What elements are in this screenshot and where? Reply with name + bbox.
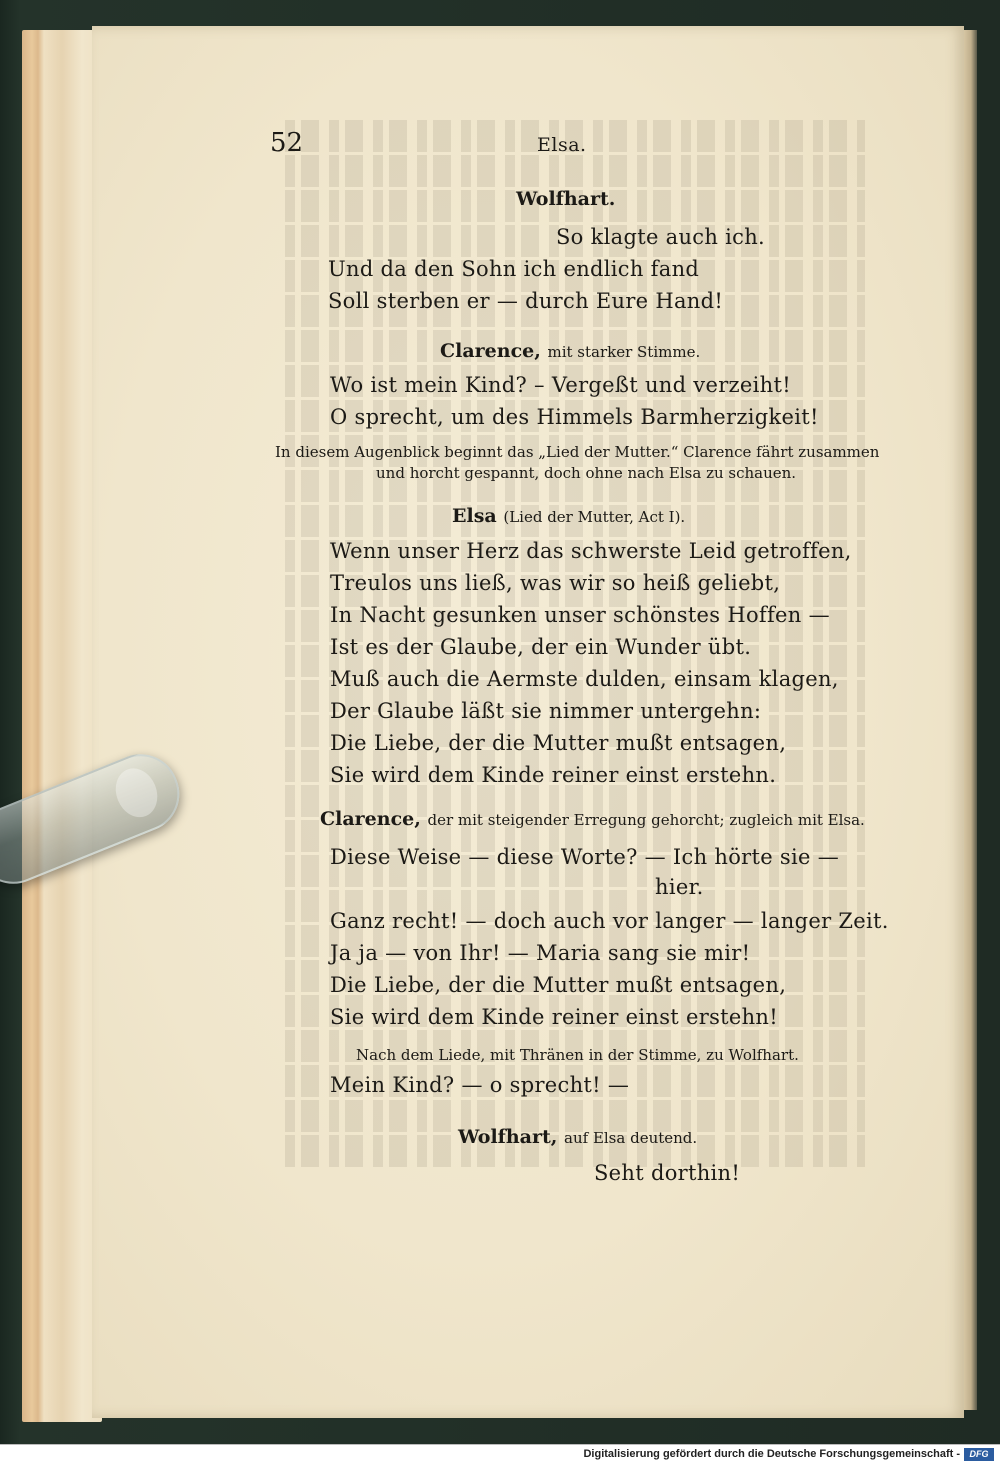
stage-direction: der mit steigender Erregung gehorcht; zugleich mit Elsa. bbox=[427, 811, 865, 829]
verse-line: Sie wird dem Kinde reiner einst erstehn. bbox=[330, 763, 777, 787]
verse-line: Wenn unser Herz das schwerste Leid getroffen, bbox=[330, 539, 852, 563]
stage-direction: (Lied der Mutter, Act I). bbox=[503, 508, 686, 526]
page-number: 52 bbox=[270, 128, 304, 158]
speaker-elsa bbox=[452, 505, 685, 527]
stage-direction: und horcht gespannt, doch ohne nach Elsa zu schauen. bbox=[376, 464, 797, 482]
verse-line: In Nacht gesunken unser schönstes Hoffen — bbox=[330, 603, 830, 627]
verse-line: hier. bbox=[655, 875, 704, 899]
speaker-name: Wolfhart, bbox=[458, 1126, 558, 1148]
footer-bar bbox=[0, 1444, 1000, 1465]
verse-line: Ist es der Glaube, der ein Wunder übt. bbox=[330, 635, 752, 659]
stage-direction: In diesem Augenblick beginnt das „Lied der Mutter.“ Clarence fährt zusammen bbox=[275, 443, 880, 461]
dfg-logo: DFG bbox=[964, 1448, 994, 1461]
verse-line: Wo ist mein Kind? – Vergeßt und verzeiht! bbox=[330, 373, 791, 397]
footer-credit: Digitalisierung gefördert durch die Deutsche Forschungsgemeinschaft - bbox=[583, 1448, 960, 1460]
stage-direction: auf Elsa deutend. bbox=[564, 1129, 698, 1147]
verse-line: Die Liebe, der die Mutter mußt entsagen, bbox=[330, 973, 787, 997]
verse-line: Und da den Sohn ich endlich fand bbox=[328, 257, 700, 281]
verse-line: Der Glaube läßt sie nimmer untergehn: bbox=[330, 699, 762, 723]
verse-line: Mein Kind? — o sprecht! — bbox=[330, 1073, 630, 1097]
verse-line: So klagte auch ich. bbox=[556, 225, 766, 249]
verse-line: Die Liebe, der die Mutter mußt entsagen, bbox=[330, 731, 787, 755]
verse-line: Seht dorthin! bbox=[594, 1161, 741, 1185]
page-edges-left bbox=[22, 30, 102, 1422]
speaker-name: Clarence, bbox=[320, 808, 421, 830]
speaker-wolfhart: Wolfhart. bbox=[516, 188, 616, 210]
running-head: Elsa. bbox=[537, 134, 587, 156]
speaker-name: Clarence, bbox=[440, 340, 541, 362]
stage-direction: Nach dem Liede, mit Thränen in der Stimme, zu Wolfhart. bbox=[356, 1046, 799, 1064]
verse-line: Muß auch die Aermste dulden, einsam klagen, bbox=[330, 667, 839, 691]
verse-line: Diese Weise — diese Worte? — Ich hörte sie — bbox=[330, 845, 840, 869]
verse-line: O sprecht, um des Himmels Barmherzigkeit! bbox=[330, 405, 819, 429]
verse-line: Sie wird dem Kinde reiner einst erstehn! bbox=[330, 1005, 778, 1029]
verse-line: Soll sterben er — durch Eure Hand! bbox=[328, 289, 724, 313]
verse-line: Treulos uns ließ, was wir so heiß geliebt, bbox=[330, 571, 781, 595]
speaker-name: Elsa bbox=[452, 505, 497, 527]
speaker-clarence bbox=[320, 808, 865, 830]
speaker-clarence bbox=[440, 340, 700, 362]
speaker-wolfhart bbox=[458, 1126, 697, 1148]
stage-direction: mit starker Stimme. bbox=[547, 343, 701, 361]
verse-line: Ja ja — von Ihr! — Maria sang sie mir! bbox=[330, 941, 751, 965]
verse-line: Ganz recht! — doch auch vor langer — langer Zeit. bbox=[330, 909, 889, 933]
